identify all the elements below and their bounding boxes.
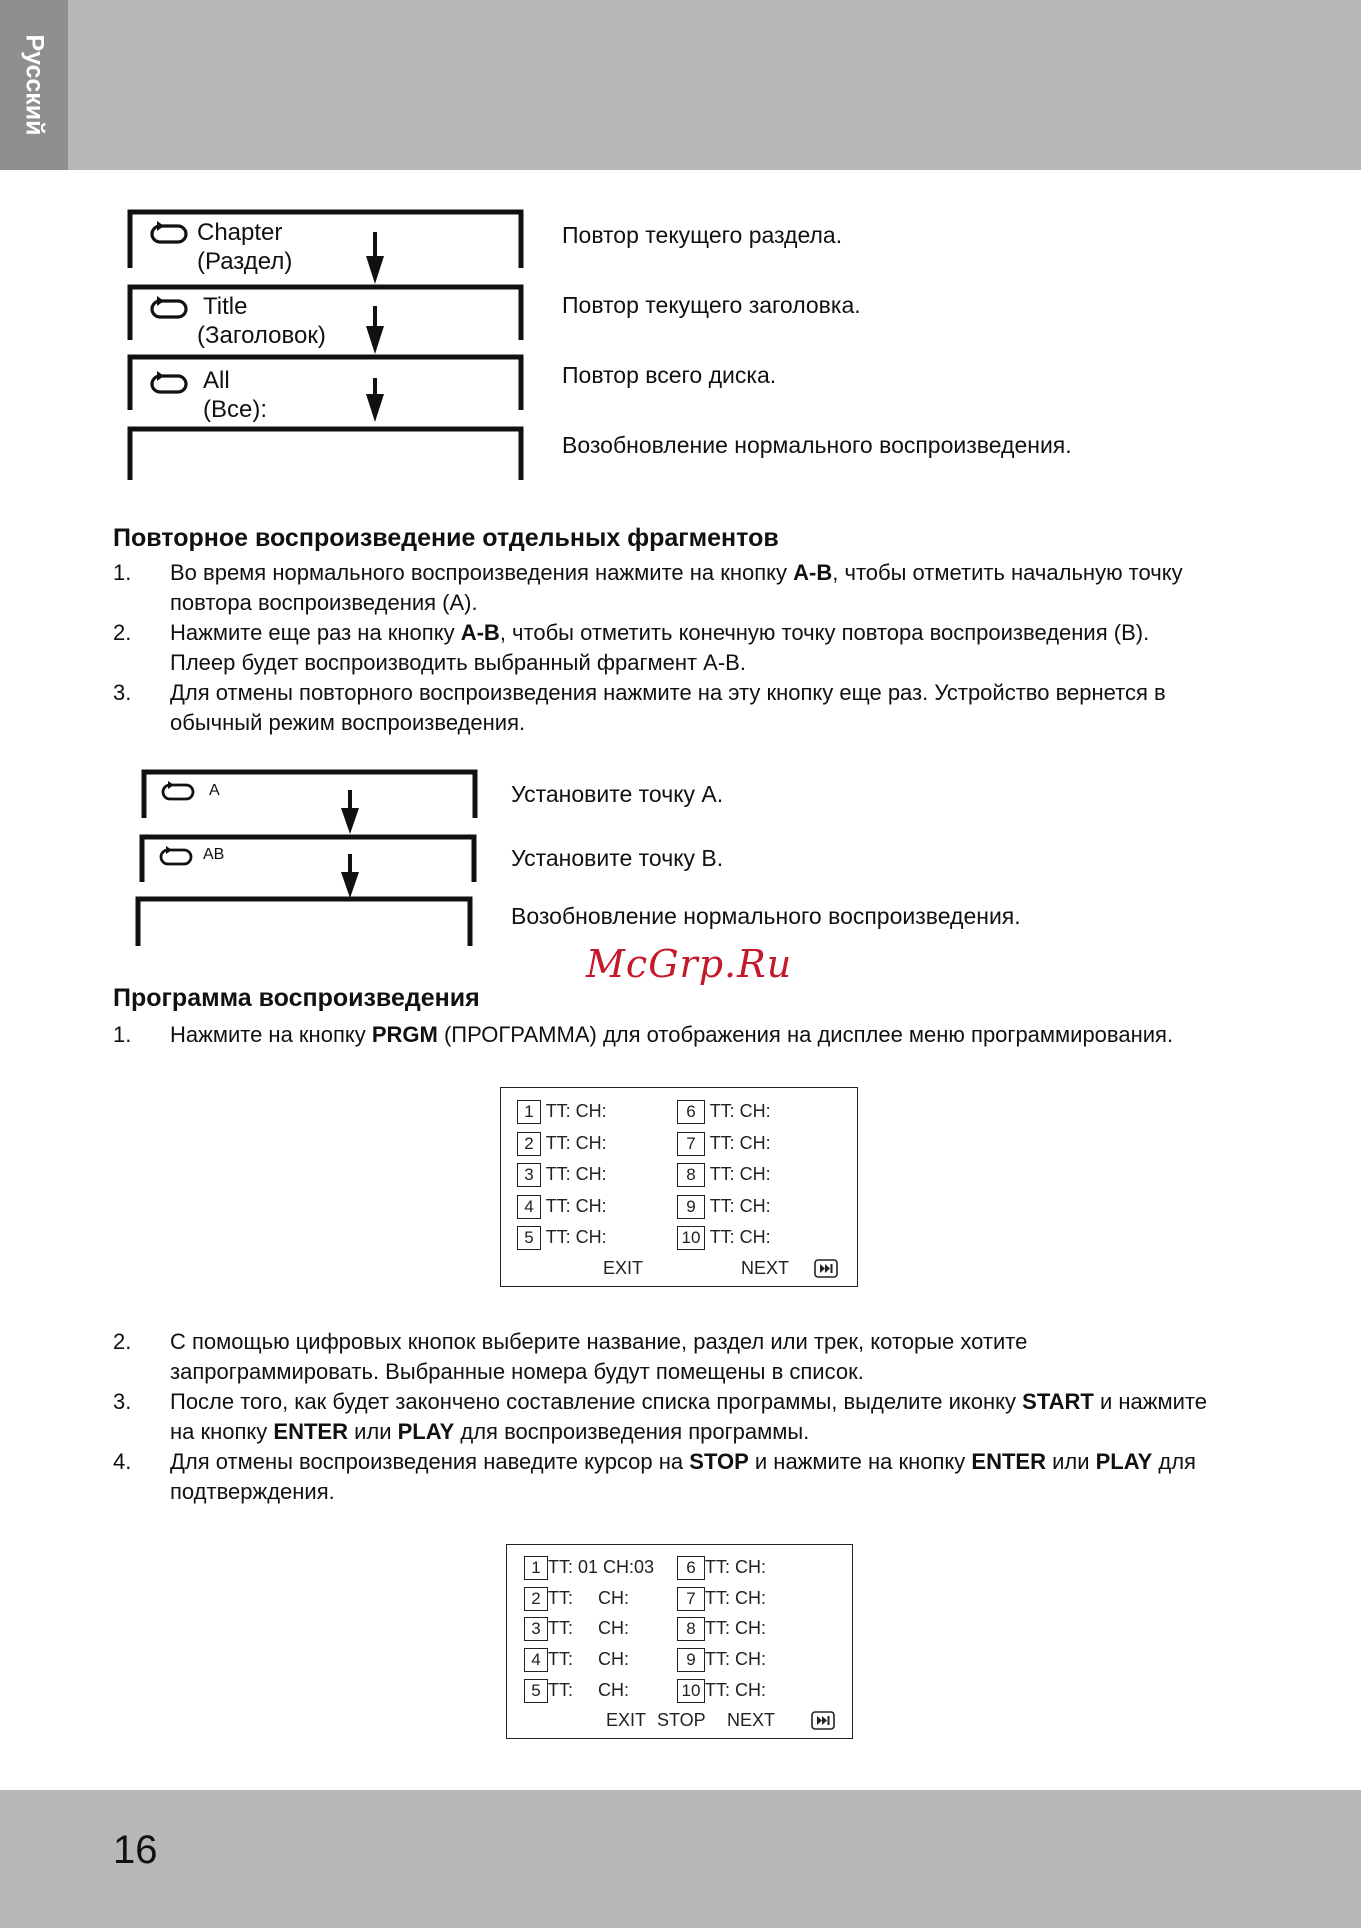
ab-repeat-heading: Повторное воспроизведение отдельных фрагментов — [113, 524, 779, 552]
program-slot-9[interactable]: 9 TT: CH: — [677, 1648, 766, 1679]
ab-osd-diagram — [0, 760, 600, 960]
osd-frame-off — [130, 429, 521, 480]
arrow-down-icon — [366, 256, 384, 284]
repeat-all-description: Повтор всего диска. — [562, 362, 777, 388]
repeat-icon — [152, 296, 186, 317]
page-number: 16 — [113, 1828, 158, 1872]
footer-band — [0, 1790, 1361, 1928]
arrow-down-icon — [341, 872, 359, 898]
osd-ab-label: AB — [203, 846, 225, 863]
program-slot-6[interactable]: 6 TT: CH: — [677, 1100, 771, 1132]
program-slot-10[interactable]: 10 TT: CH: — [677, 1226, 771, 1258]
watermark: McGrp.Ru — [586, 942, 793, 986]
next-button[interactable]: NEXT — [727, 1710, 776, 1730]
ab-point-a-description: Установите точку A. — [511, 781, 724, 807]
arrow-down-icon — [341, 808, 359, 834]
osd-title-label: Title (Заголовок) — [197, 293, 326, 349]
program-slot-2[interactable]: 2 TT: CH: — [517, 1132, 607, 1164]
list-item: 1. Нажмите на кнопку PRGM (ПРОГРАММА) для отображения на дисплее меню программирования. — [113, 1022, 1174, 1047]
program-menu-filled — [506, 1544, 853, 1739]
next-track-icon[interactable] — [811, 1711, 835, 1730]
program-slot-6[interactable]: 6 TT: CH: — [677, 1556, 766, 1587]
list-item: 2. Нажмите еще раз на кнопку A-B, чтобы отметить конечную точку повтора воспроизведения (B). Плеер будет воспроизводить выбранный фрагмент A-B. — [113, 620, 1150, 675]
program-column-left — [517, 1100, 607, 1258]
next-track-icon[interactable] — [814, 1259, 838, 1278]
program-slot-5[interactable]: 5 TT: CH: — [517, 1226, 607, 1258]
program-column-right — [677, 1100, 771, 1258]
ab-repeat-steps — [113, 558, 1253, 738]
repeat-icon — [163, 781, 193, 799]
list-item: 2. С помощью цифровых кнопок выберите название, раздел или трек, которые хотите запрограммировать. Выбранные номера будут помещены в список. — [113, 1329, 1028, 1384]
osd-all-label: All (Все): — [203, 367, 268, 423]
repeat-icon — [161, 846, 191, 864]
arrow-down-icon — [366, 394, 384, 422]
osd-a-label: A — [209, 782, 220, 799]
repeat-off-description: Возобновление нормального воспроизведения. — [562, 432, 1072, 458]
program-slot-8[interactable]: 8 TT: CH: — [677, 1617, 766, 1648]
language-tab-label: Русский — [20, 34, 49, 136]
program-slot-4[interactable]: 4 TT: CH: — [517, 1195, 607, 1227]
list-item: 4. Для отмены воспроизведения наведите курсор на STOP и нажмите на кнопку ENTER или PLAY для подтверждения. — [113, 1449, 1196, 1504]
ab-point-b-description: Установите точку B. — [511, 845, 724, 871]
program-slot-7[interactable]: 7 TT: CH: — [677, 1132, 771, 1164]
program-slot-10[interactable]: 10 TT: CH: — [677, 1679, 766, 1710]
program-slot-3[interactable]: 3 TT: CH: — [524, 1617, 654, 1648]
exit-button[interactable]: EXIT — [606, 1710, 647, 1730]
osd-frame-ab — [142, 837, 474, 898]
program-heading: Программа воспроизведения — [113, 984, 480, 1012]
list-item: 1. Во время нормального воспроизведения нажмите на кнопку A-B, чтобы отметить начальную точку повтора воспроизведения (A). — [113, 560, 1183, 615]
program-slot-9[interactable]: 9 TT: CH: — [677, 1195, 771, 1227]
program-column-left — [524, 1556, 654, 1709]
program-slot-1[interactable]: 1 TT: CH: — [517, 1100, 607, 1132]
stop-button[interactable]: STOP — [657, 1710, 706, 1730]
list-item: 3. Для отмены повторного воспроизведения нажмите на эту кнопку еще раз. Устройство вернется в обычный режим воспроизведения. — [113, 680, 1166, 735]
program-menu — [500, 1087, 858, 1287]
osd-chapter-label: Chapter (Раздел) — [197, 219, 293, 275]
program-slot-3[interactable]: 3 TT: CH: — [517, 1163, 607, 1195]
program-slot-4[interactable]: 4 TT: CH: — [524, 1648, 654, 1679]
list-item: 3. После того, как будет закончено составление списка программы, выделите иконку START и нажмите на кнопку ENTER или PLAY для воспроизведения программы. — [113, 1389, 1207, 1444]
program-slot-1[interactable]: 1 TT: 01 CH:03 — [524, 1556, 654, 1587]
repeat-chapter-description: Повтор текущего раздела. — [562, 222, 843, 248]
program-slot-7[interactable]: 7 TT: CH: — [677, 1587, 766, 1618]
program-slot-2[interactable]: 2 TT: CH: — [524, 1587, 654, 1618]
arrow-down-icon — [366, 326, 384, 354]
repeat-title-description: Повтор текущего заголовка. — [562, 292, 861, 318]
repeat-icon — [152, 221, 186, 242]
next-button[interactable]: NEXT — [741, 1258, 790, 1278]
exit-button[interactable]: EXIT — [603, 1258, 644, 1278]
osd-frame-chapter — [130, 212, 521, 284]
osd-frame-all — [130, 357, 521, 422]
ab-off-description: Возобновление нормального воспроизведения. — [511, 903, 1021, 929]
program-steps — [113, 1327, 1263, 1507]
program-slot-8[interactable]: 8 TT: CH: — [677, 1163, 771, 1195]
osd-frame-a — [144, 772, 475, 834]
osd-frame-ab-off — [138, 899, 470, 946]
program-column-right — [677, 1556, 766, 1709]
repeat-icon — [152, 371, 186, 392]
program-slot-5[interactable]: 5 TT: CH: — [524, 1679, 654, 1710]
